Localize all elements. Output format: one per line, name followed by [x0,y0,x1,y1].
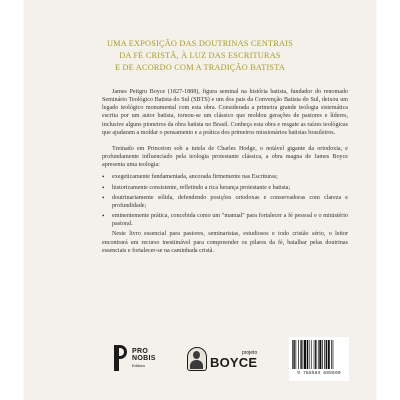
publisher-name-line-1: PRO [132,347,149,355]
paragraph-closing: Neste livro essencial para pastores, seminaristas, estudiosos e todo cristão sério, o leitor encontrará um recurso inestimável para compreender os pilares da fé, batalhar pelas doutrinas essenciais e fortalecer-se na caminhada cristã. [102,231,348,254]
headline-line-1: UMA EXPOSIÇÃO DAS DOUTRINAS CENTRAIS [106,39,294,48]
bullet-icon: • [102,212,105,221]
bullet-icon: • [102,173,105,182]
bullet-icon: • [102,183,105,192]
list-item: • eminentemente prática, concebida como um "manual" para fortalecer a fé pessoal e o ministério pastoral. [102,212,348,228]
isbn-barcode [289,337,349,381]
project-label: projeto [241,349,258,356]
description-text [102,88,348,255]
project-name: BOYCE [210,354,258,370]
publisher-name-line-2: NOBIS [132,354,156,362]
headline-line-2: DA FÉ CRISTÃ, À LUZ DAS ESCRITURAS [119,51,281,60]
bullet-icon: • [102,193,105,202]
publisher-tagline: Editora [132,362,145,368]
book-back-cover [24,0,376,400]
feature-list [102,173,348,228]
list-item: • historicamente consistente, refletindo a rica herança protestante e batista; [102,183,291,192]
headline-line-3: E DE ACORDO COM A TRADIÇÃO BATISTA [114,63,286,72]
paragraph-intro: James Petigru Boyce (1827-1888), figura seminal na história batista, fundador do renomado Seminário Teológico Batista do Sul (SBTS) e um dos pais da Convenção Batista do Sul, deixou um legado teológico monumental com esta obra. Considerada a primeira grande teologia sistemática escrita por um autor batista, tornou-se um clássico que moldou gerações de pastores e líderes, inclusive alguns pioneiros da obra batista no Brasil. Conheça esta obra e resgate as raízes teológicas que ajudaram a moldar o pensamento e a prática dos primeiros missionários batistas brasileiros. [102,89,348,136]
barcode-bars [289,337,349,371]
list-item: • exegeticamente fundamentada, ancorada firmemente nas Escrituras; [102,173,278,182]
pronobis-logo [114,344,156,372]
paragraph-training: Treinado em Princeton sob a tutela de Charles Hodge, o notável gigante da ortodoxia, e profundamente influenciado pela teologia protestante clássica, a obra magna de James Boyce apresenta uma teologia: [102,145,348,169]
list-item: • doutrinariamente sólida, defendendo posições ortodoxas e conservadoras com clareza e profundidade; [102,193,348,209]
pronobis-mark-icon [114,345,128,371]
headline [24,38,376,74]
projeto-boyce-logo [187,346,257,372]
barcode-digits: 9 788583 685690 [297,371,341,376]
portrait-icon [187,347,207,371]
